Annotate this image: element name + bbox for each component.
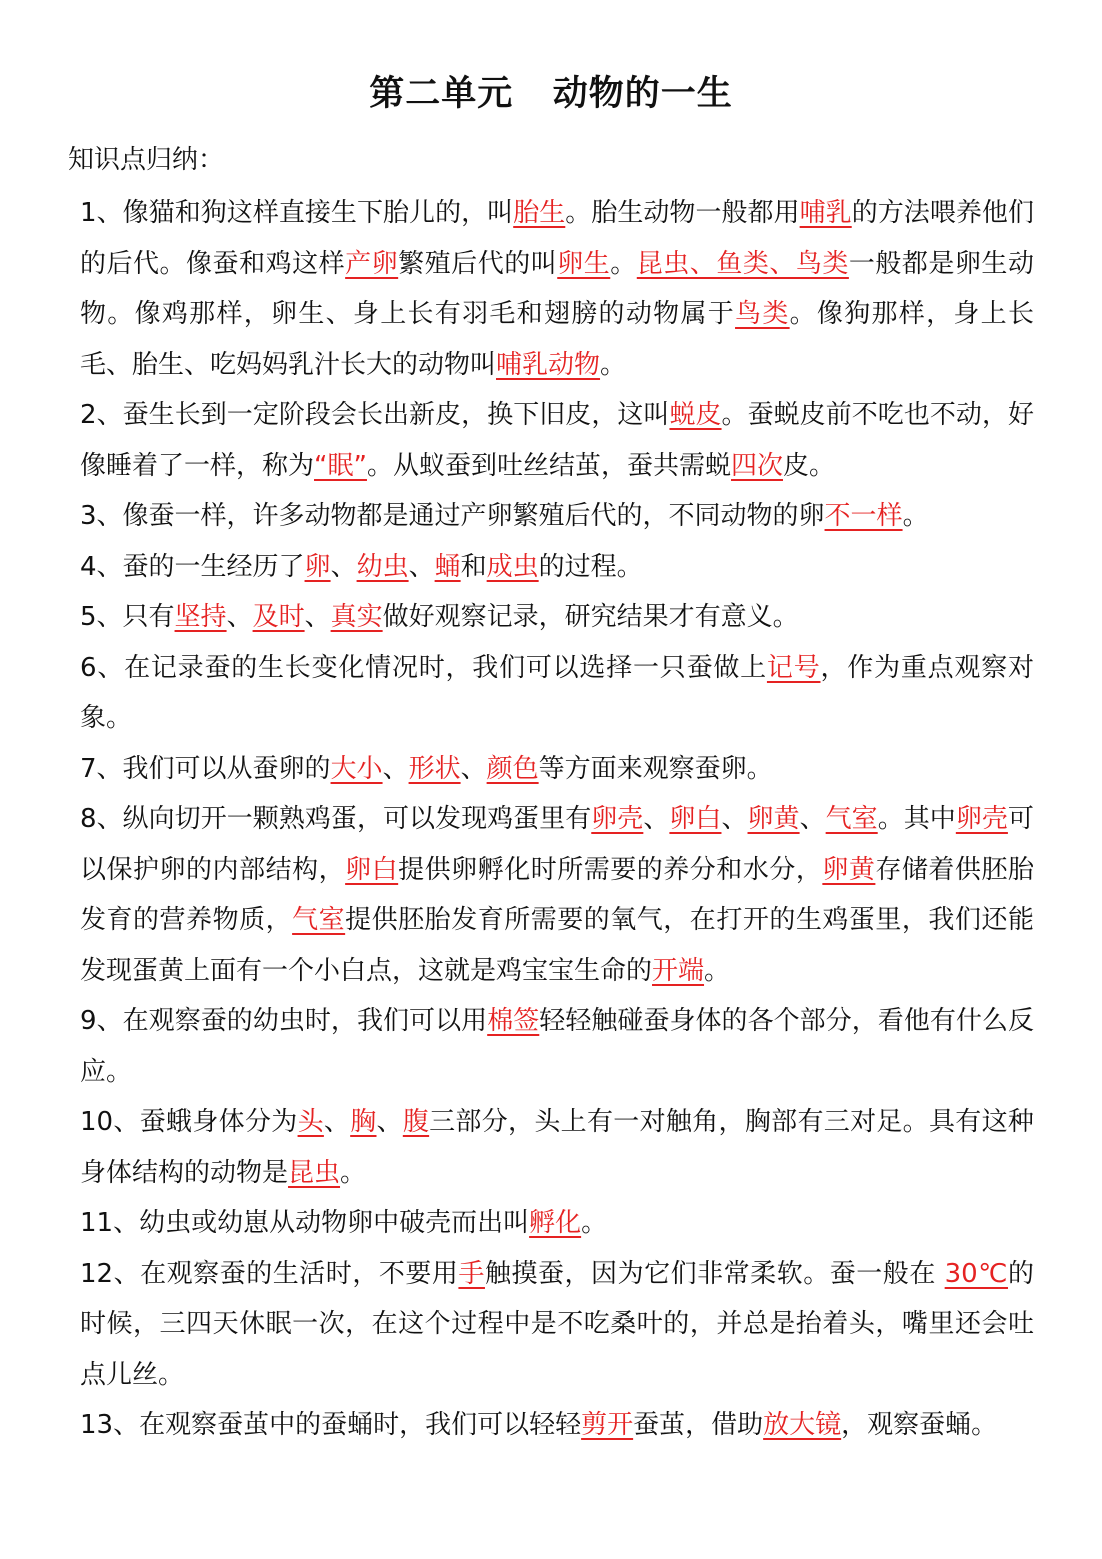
answer-text: 四次: [730, 450, 783, 481]
knowledge-point-12: [80, 1249, 1034, 1401]
answer-text: 真实: [330, 602, 383, 632]
body-text: 8、纵向切开一颗熟鸡蛋，可以发现鸡蛋里有: [80, 804, 592, 834]
body-text: 、: [408, 551, 435, 582]
answer-text: 成虫: [486, 551, 539, 582]
answer-text: 哺乳动物: [496, 349, 601, 380]
answer-text: 卵壳: [591, 804, 644, 834]
knowledge-point-11: [80, 1198, 1034, 1249]
answer-text: 放大镜: [763, 1410, 842, 1440]
answer-text: 30℃: [944, 1258, 1008, 1289]
knowledge-point-13: [80, 1400, 1034, 1451]
knowledge-point-1: [80, 188, 1034, 390]
body-text: 。蚕蜕皮前不吃也不动，好像睡着了一样，称为: [80, 400, 1034, 481]
body-text: 6、在记录蚕的生长变化情况时，我们可以选择一只蚕做上: [80, 652, 767, 683]
body-text: 。像狗那样，身上长毛、胎生、吃妈妈乳汁长大的动物叫: [80, 299, 1034, 380]
knowledge-point-4: [80, 542, 1034, 593]
body-text: 、: [330, 551, 357, 582]
answer-text: 及时: [252, 602, 305, 632]
body-text: 。: [581, 1208, 608, 1238]
body-text: 、: [304, 602, 331, 632]
body-text: 的过程。: [538, 551, 643, 582]
body-text: 、: [226, 602, 253, 632]
body-text: 12、在观察蚕的生活时，不要用: [80, 1258, 459, 1289]
answer-text: 记号: [766, 652, 821, 683]
body-text: 、: [323, 1107, 351, 1137]
answer-text: 卵黄: [822, 854, 876, 885]
answer-text: 剪开: [581, 1410, 634, 1440]
body-text: 、: [643, 804, 670, 834]
body-text: 提供胚胎发育所需要的氧气，在打开的生鸡蛋里，我们还能发现蛋黄上面有一个小白点，这就是鸡宝宝生命的: [80, 905, 1034, 986]
answer-text: 卵壳: [955, 804, 1008, 834]
body-text: 。从蚁蚕到吐丝结茧，蚕共需蜕: [366, 450, 731, 481]
answer-text: 卵: [304, 551, 331, 582]
body-text: 三部分，头上有一对触角，胸部有三对足。具有这种身体结构的动物是: [80, 1107, 1034, 1188]
body-text: 和: [460, 551, 487, 582]
body-text: 5、只有: [80, 602, 175, 632]
section-subtitle: 知识点归纳：: [68, 145, 225, 175]
knowledge-point-2: [80, 390, 1034, 491]
body-text: 的时候，三四天休眠一次，在这个过程中是不吃桑叶的，并总是抬着头，嘴里还会吐点儿丝。: [80, 1258, 1034, 1390]
knowledge-point-7: [80, 744, 1034, 795]
body-text: 、: [376, 1107, 403, 1137]
body-text: 的方法喂养他们的后代。像蚕和鸡这样: [80, 198, 1034, 279]
body-text: ，作为重点观察对象。: [80, 652, 1034, 733]
answer-text: 手: [458, 1258, 485, 1289]
body-text: ，观察蚕蛹。: [841, 1410, 998, 1440]
body-text: 3、像蚕一样，许多动物都是通过产卵繁殖后代的，不同动物的卵: [80, 501, 825, 531]
answer-text: 卵黄: [747, 804, 800, 834]
body-text: 、: [799, 804, 826, 834]
answer-text: 哺乳: [799, 198, 852, 228]
answer-text: 腹: [402, 1107, 430, 1137]
body-text: 。其中: [877, 804, 956, 834]
knowledge-points-list: [68, 188, 1034, 1451]
body-text: 、: [721, 804, 748, 834]
knowledge-point-5: [80, 592, 1034, 643]
body-text: 2、蚕生长到一定阶段会长出新皮，换下旧皮，这叫: [80, 400, 670, 430]
knowledge-point-6: [80, 643, 1034, 744]
body-text: 、: [382, 753, 409, 784]
answer-text: 卵白: [669, 804, 722, 834]
answer-text: 气室: [825, 804, 878, 834]
answer-text: 卵白: [345, 854, 399, 885]
body-text: 繁殖后代的叫: [398, 248, 558, 279]
body-text: 、: [460, 753, 487, 784]
answer-text: “眠”: [314, 450, 367, 481]
body-text: 1、像猫和狗这样直接生下胎儿的，叫: [80, 198, 514, 228]
body-text: 做好观察记录，研究结果才有意义。: [382, 602, 799, 632]
answer-text: 胸: [350, 1107, 377, 1137]
knowledge-point-10: [80, 1097, 1034, 1198]
answer-text: 开端: [652, 955, 705, 986]
answer-text: 蛹: [434, 551, 461, 582]
answer-text: 棉签: [487, 1006, 540, 1036]
page-title: 第二单元 动物的一生: [369, 74, 733, 114]
answer-text: 幼虫: [356, 551, 409, 582]
answer-text: 坚持: [174, 602, 227, 632]
answer-text: 昆虫: [288, 1157, 341, 1188]
body-text: 。: [340, 1157, 367, 1188]
answer-text: 气室: [292, 905, 346, 935]
body-text: 可以保护卵的内部结构，: [80, 804, 1034, 885]
answer-text: 头: [297, 1107, 324, 1137]
answer-text: 形状: [408, 753, 461, 784]
answer-text: 卵生: [557, 248, 611, 279]
answer-text: 产卵: [345, 248, 399, 279]
body-text: 一般都是卵生动物。像鸡那样，卵生、身上长有羽毛和翅膀的动物属于: [80, 248, 1034, 329]
knowledge-point-9: [80, 996, 1034, 1097]
body-text: 。胎生动物一般都用: [565, 198, 800, 228]
body-text: 等方面来观察蚕卵。: [538, 753, 773, 784]
answer-text: 昆虫、鱼类、鸟类: [636, 248, 849, 279]
answer-text: 鸟类: [735, 299, 790, 329]
answer-text: 孵化: [529, 1208, 582, 1238]
body-text: 存储着供胚胎发育的营养物质，: [80, 854, 1034, 935]
knowledge-point-3: [80, 491, 1034, 542]
body-text: 。: [600, 349, 627, 380]
body-text: 13、在观察蚕茧中的蚕蛹时，我们可以轻轻: [80, 1410, 582, 1440]
body-text: 7、我们可以从蚕卵的: [80, 753, 331, 784]
body-text: 皮。: [783, 450, 836, 481]
body-text: 触摸蚕，因为它们非常柔软。蚕一般在: [484, 1258, 945, 1289]
body-text: 轻轻触碰蚕身体的各个部分，看他有什么反应。: [80, 1006, 1034, 1087]
body-text: 提供卵孵化时所需要的养分和水分，: [398, 854, 823, 885]
answer-text: 不一样: [824, 501, 903, 531]
body-text: 9、在观察蚕的幼虫时，我们可以用: [80, 1006, 488, 1036]
body-text: 。: [902, 501, 929, 531]
answer-text: 颜色: [486, 753, 539, 784]
body-text: 11、幼虫或幼崽从动物卵中破壳而出叫: [80, 1208, 530, 1238]
answer-text: 大小: [330, 753, 383, 784]
body-text: 4、蚕的一生经历了: [80, 551, 305, 582]
answer-text: 蜕皮: [669, 400, 722, 430]
body-text: 。: [704, 955, 731, 986]
knowledge-point-8: [80, 794, 1034, 996]
body-text: 。: [610, 248, 637, 279]
body-text: 蚕茧，借助: [633, 1410, 764, 1440]
answer-text: 胎生: [513, 198, 566, 228]
body-text: 10、蚕蛾身体分为: [80, 1107, 298, 1137]
